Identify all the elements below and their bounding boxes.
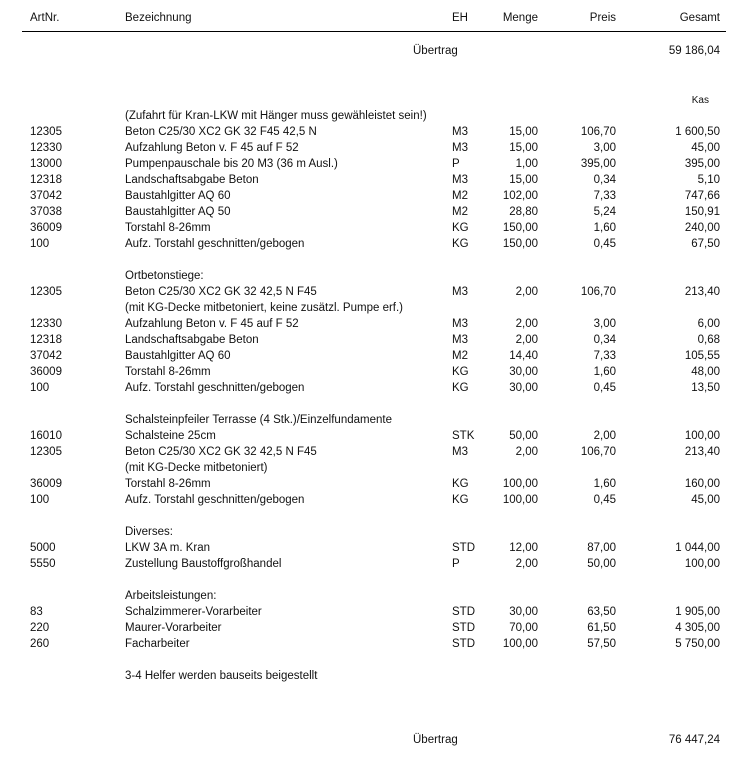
table-row (0, 172, 729, 188)
section-note (0, 108, 729, 124)
header-preis: Preis (589, 12, 616, 24)
cell-bez: Aufz. Torstahl geschnitten/gebogen (125, 238, 305, 250)
cell-bez: Aufzahlung Beton v. F 45 auf F 52 (125, 142, 299, 154)
cell-eh: STD (452, 622, 475, 634)
table-row (0, 492, 729, 508)
table-row (0, 380, 729, 396)
cell-preis: 5,24 (593, 206, 616, 218)
cell-bez: Torstahl 8-26mm (125, 222, 211, 234)
table-row (0, 476, 729, 492)
cell-gesamt: 6,00 (697, 318, 720, 330)
cell-eh: M3 (452, 334, 468, 346)
cell-gesamt: 67,50 (691, 238, 720, 250)
section-note (0, 524, 729, 540)
table-row (0, 124, 729, 140)
cell-preis: 87,00 (587, 542, 616, 554)
cell-bez: LKW 3A m. Kran (125, 542, 211, 554)
cell-bez: Beton C25/30 XC2 GK 32 F45 42,5 N (125, 126, 317, 138)
cell-bez: Aufz. Torstahl geschnitten/gebogen (125, 494, 305, 506)
cell-bez: (mit KG-Decke mitbetoniert) (125, 462, 268, 474)
cell-art: 12305 (30, 126, 62, 138)
table-row (0, 620, 729, 636)
cell-menge: 2,00 (515, 446, 538, 458)
uebertrag-top-value: 59 186,04 (668, 45, 720, 57)
cell-gesamt: 1 600,50 (675, 126, 720, 138)
table-row (0, 444, 729, 460)
header-rule (22, 31, 726, 32)
cell-bez: Baustahlgitter AQ 60 (125, 350, 231, 362)
cell-art: 12330 (30, 318, 62, 330)
cell-gesamt: 213,40 (684, 286, 720, 298)
cell-bez: Baustahlgitter AQ 60 (125, 190, 231, 202)
cell-art: 12305 (30, 446, 62, 458)
cell-eh: KG (452, 366, 469, 378)
header-artnr: ArtNr. (30, 12, 60, 24)
cell-gesamt: 160,00 (684, 478, 720, 490)
table-row (0, 364, 729, 380)
cell-preis: 0,34 (593, 174, 616, 186)
cell-art: 36009 (30, 366, 62, 378)
cell-menge: 100,00 (502, 494, 538, 506)
table-row (0, 156, 729, 172)
table-row (0, 348, 729, 364)
cell-gesamt: 48,00 (691, 366, 720, 378)
cell-menge: 2,00 (515, 334, 538, 346)
cell-eh: STD (452, 542, 475, 554)
cell-gesamt: 13,50 (691, 382, 720, 394)
cell-bez: Pumpenpauschale bis 20 M3 (36 m Ausl.) (125, 158, 338, 170)
cell-preis: 1,60 (593, 222, 616, 234)
cell-eh: M3 (452, 142, 468, 154)
cell-gesamt: 5 750,00 (675, 638, 720, 650)
cell-eh: M3 (452, 286, 468, 298)
cell-eh: STD (452, 638, 475, 650)
cell-gesamt: 240,00 (684, 222, 720, 234)
table-row (0, 556, 729, 572)
cell-bez: Aufzahlung Beton v. F 45 auf F 52 (125, 318, 299, 330)
cell-bez: (mit KG-Decke mitbetoniert, keine zusätzl. Pumpe erf.) (125, 302, 404, 314)
cell-eh: KG (452, 382, 469, 394)
cell-art: 36009 (30, 478, 62, 490)
cell-art: 37042 (30, 190, 62, 202)
cell-eh: M3 (452, 318, 468, 330)
cell-menge: 2,00 (515, 558, 538, 570)
cell-bez: Facharbeiter (125, 638, 190, 650)
cell-bez: Landschaftsabgabe Beton (125, 174, 259, 186)
cell-preis: 106,70 (580, 286, 616, 298)
cell-preis: 0,34 (593, 334, 616, 346)
table-row (0, 284, 729, 300)
cell-menge: 14,40 (509, 350, 538, 362)
table-row (0, 236, 729, 252)
cell-gesamt: 150,91 (684, 206, 720, 218)
section-note (0, 268, 729, 284)
cell-menge: 150,00 (502, 222, 538, 234)
cell-gesamt: 1 044,00 (675, 542, 720, 554)
cell-menge: 30,00 (509, 382, 538, 394)
cell-art: 5000 (30, 542, 56, 554)
cell-gesamt: 45,00 (691, 142, 720, 154)
cell-menge: 150,00 (502, 238, 538, 250)
header-menge: Menge (502, 12, 538, 24)
cell-bez: Schalsteine 25cm (125, 430, 216, 442)
cell-art: 220 (30, 622, 50, 634)
table-row (0, 604, 729, 620)
uebertrag-top-label: Übertrag (413, 45, 458, 57)
cell-art: 5550 (30, 558, 56, 570)
cell-eh: M2 (452, 350, 468, 362)
cell-preis: 106,70 (580, 126, 616, 138)
cell-art: 13000 (30, 158, 62, 170)
cell-gesamt: 395,00 (684, 158, 720, 170)
cell-eh: M2 (452, 206, 468, 218)
cell-bez: 3-4 Helfer werden bauseits beigestellt (125, 670, 318, 682)
cell-menge: 100,00 (502, 478, 538, 490)
cell-preis: 7,33 (593, 190, 616, 202)
cell-art: 100 (30, 494, 50, 506)
section-note (0, 668, 729, 684)
cell-gesamt: 105,55 (684, 350, 720, 362)
cell-gesamt: 4 305,00 (675, 622, 720, 634)
cell-eh: STD (452, 606, 475, 618)
uebertrag-bottom-row (0, 732, 729, 748)
cell-preis: 50,00 (587, 558, 616, 570)
cell-menge: 30,00 (509, 606, 538, 618)
cell-eh: M3 (452, 174, 468, 186)
table-row (0, 140, 729, 156)
cell-gesamt: 747,66 (684, 190, 720, 202)
cell-bez: Schalzimmerer-Vorarbeiter (125, 606, 262, 618)
cell-art: 12318 (30, 174, 62, 186)
cell-art: 36009 (30, 222, 62, 234)
table-row (0, 220, 729, 236)
cell-art: 83 (30, 606, 43, 618)
uebertrag-bottom-label: Übertrag (413, 734, 458, 746)
cell-preis: 3,00 (593, 318, 616, 330)
cell-preis: 63,50 (587, 606, 616, 618)
cell-eh: KG (452, 478, 469, 490)
cell-menge: 50,00 (509, 430, 538, 442)
cell-bez: Torstahl 8-26mm (125, 366, 211, 378)
cell-bez: Aufz. Torstahl geschnitten/gebogen (125, 382, 305, 394)
cell-bez: Zustellung Baustoffgroßhandel (125, 558, 282, 570)
cell-preis: 395,00 (580, 158, 616, 170)
table-row (0, 204, 729, 220)
cell-bez: Schalsteinpfeiler Terrasse (4 Stk.)/Einzelfundamente (125, 414, 392, 426)
cell-preis: 61,50 (587, 622, 616, 634)
cell-gesamt: 45,00 (691, 494, 720, 506)
cell-gesamt: 100,00 (684, 430, 720, 442)
cell-gesamt: 213,40 (684, 446, 720, 458)
cell-eh: M3 (452, 446, 468, 458)
table-row (0, 636, 729, 652)
cell-menge: 70,00 (509, 622, 538, 634)
cell-menge: 28,80 (509, 206, 538, 218)
uebertrag-bottom-value: 76 447,24 (668, 734, 720, 746)
cell-eh: KG (452, 494, 469, 506)
cell-bez: Beton C25/30 XC2 GK 32 42,5 N F45 (125, 446, 317, 458)
cell-preis: 3,00 (593, 142, 616, 154)
cell-preis: 2,00 (593, 430, 616, 442)
cell-art: 12330 (30, 142, 62, 154)
cell-preis: 0,45 (593, 382, 616, 394)
cell-art: 37038 (30, 206, 62, 218)
cell-preis: 57,50 (587, 638, 616, 650)
cell-eh: KG (452, 222, 469, 234)
header-gesamt: Gesamt (679, 12, 720, 24)
cell-preis: 1,60 (593, 478, 616, 490)
kas-label: Kas (691, 95, 709, 106)
cell-gesamt: 1 905,00 (675, 606, 720, 618)
cell-art: 100 (30, 382, 50, 394)
header-eh: EH (452, 12, 468, 24)
cell-menge: 15,00 (509, 126, 538, 138)
table-row (0, 332, 729, 348)
cell-menge: 102,00 (502, 190, 538, 202)
table-row (0, 188, 729, 204)
cell-menge: 30,00 (509, 366, 538, 378)
cell-eh: M2 (452, 190, 468, 202)
cell-gesamt: 100,00 (684, 558, 720, 570)
section-note (0, 412, 729, 428)
cell-eh: KG (452, 238, 469, 250)
cell-menge: 12,00 (509, 542, 538, 554)
cell-bez: (Zufahrt für Kran-LKW mit Hänger muss gewähleistet sein!) (125, 110, 427, 122)
cell-bez: Arbeitsleistungen: (125, 590, 217, 602)
cell-gesamt: 5,10 (697, 174, 720, 186)
header-bezeichnung: Bezeichnung (125, 12, 192, 24)
cell-bez: Ortbetonstiege: (125, 270, 204, 282)
cell-art: 37042 (30, 350, 62, 362)
cell-preis: 0,45 (593, 494, 616, 506)
cell-art: 16010 (30, 430, 62, 442)
cell-preis: 1,60 (593, 366, 616, 378)
cell-art: 12318 (30, 334, 62, 346)
cell-preis: 0,45 (593, 238, 616, 250)
cell-bez: Maurer-Vorarbeiter (125, 622, 222, 634)
cell-eh: P (452, 558, 460, 570)
section-note (0, 588, 729, 604)
table-row (0, 428, 729, 444)
cell-art: 100 (30, 238, 50, 250)
cell-bez: Baustahlgitter AQ 50 (125, 206, 231, 218)
uebertrag-top-row (0, 43, 729, 59)
cell-bez: Diverses: (125, 526, 173, 538)
cell-bez: Torstahl 8-26mm (125, 478, 211, 490)
cell-art: 260 (30, 638, 50, 650)
cell-preis: 7,33 (593, 350, 616, 362)
section-note (0, 460, 729, 476)
cell-menge: 15,00 (509, 142, 538, 154)
cell-bez: Landschaftsabgabe Beton (125, 334, 259, 346)
cell-bez: Beton C25/30 XC2 GK 32 42,5 N F45 (125, 286, 317, 298)
cell-menge: 2,00 (515, 318, 538, 330)
cell-preis: 106,70 (580, 446, 616, 458)
cell-eh: P (452, 158, 460, 170)
cell-menge: 1,00 (515, 158, 538, 170)
cell-gesamt: 0,68 (697, 334, 720, 346)
cell-eh: STK (452, 430, 475, 442)
cell-menge: 100,00 (502, 638, 538, 650)
table-row (0, 540, 729, 556)
cell-menge: 2,00 (515, 286, 538, 298)
table-row (0, 316, 729, 332)
cell-menge: 15,00 (509, 174, 538, 186)
section-note (0, 300, 729, 316)
cell-eh: M3 (452, 126, 468, 138)
cell-art: 12305 (30, 286, 62, 298)
